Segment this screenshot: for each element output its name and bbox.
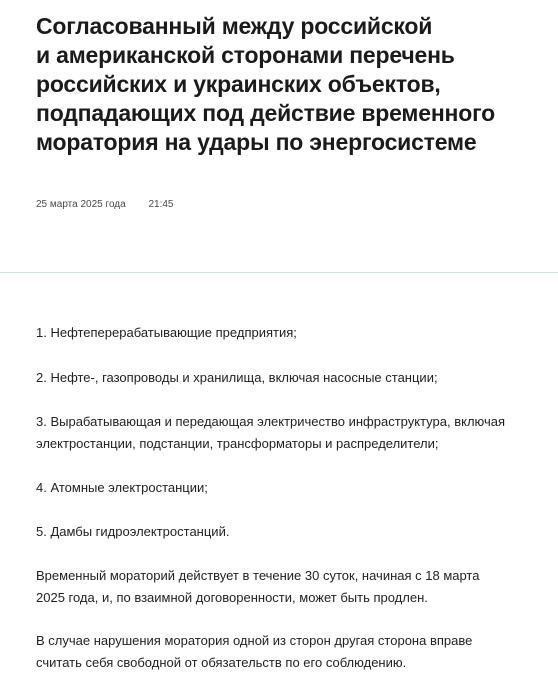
article-title-line: российских и украинских объектов,	[36, 71, 441, 97]
paragraph-line: Временный мораторий действует в течение 30 суток, начиная с 18 марта	[36, 568, 480, 583]
list-item-pipelines	[36, 367, 526, 389]
article-title-line: и американской сторонами перечень	[36, 42, 455, 68]
paragraph-line: 2. Нефте-, газопроводы и хранилища, включая насосные станции;	[36, 370, 438, 385]
list-item-hydro-dams	[36, 521, 526, 543]
moratorium-violation-paragraph	[36, 630, 526, 674]
article-time: 21:45	[148, 199, 174, 210]
paragraph-line: В случае нарушения моратория одной из сторон другая сторона вправе	[36, 633, 473, 648]
paragraph-line: электростанции, подстанции, трансформаторы и распределители;	[36, 436, 439, 451]
paragraph-line: считать себя свободной от обязательств по его соблюдению.	[36, 655, 407, 670]
paragraph-line: 4. Атомные электростанции;	[36, 480, 208, 495]
section-divider	[0, 272, 558, 273]
article-date: 25 марта 2025 года	[36, 199, 126, 210]
article-title-line: моратория на удары по энергосистеме	[36, 129, 477, 155]
article-title-line: Согласованный между российской	[36, 13, 433, 39]
article-title	[36, 12, 536, 157]
article-meta	[36, 198, 174, 212]
paragraph-line: 2025 года, и, по взаимной договоренности, может быть продлен.	[36, 590, 428, 605]
list-item-power-infrastructure	[36, 411, 526, 455]
article-title-line: подпадающих под действие временного	[36, 100, 495, 126]
paragraph-line: 5. Дамбы гидроэлектростанций.	[36, 524, 230, 539]
list-item-nuclear-plants	[36, 477, 526, 499]
list-item-refineries	[36, 322, 526, 344]
moratorium-duration-paragraph	[36, 565, 526, 609]
paragraph-line: 3. Вырабатывающая и передающая электричество инфраструктура, включая	[36, 414, 506, 429]
paragraph-line: 1. Нефтеперерабатывающие предприятия;	[36, 325, 297, 340]
